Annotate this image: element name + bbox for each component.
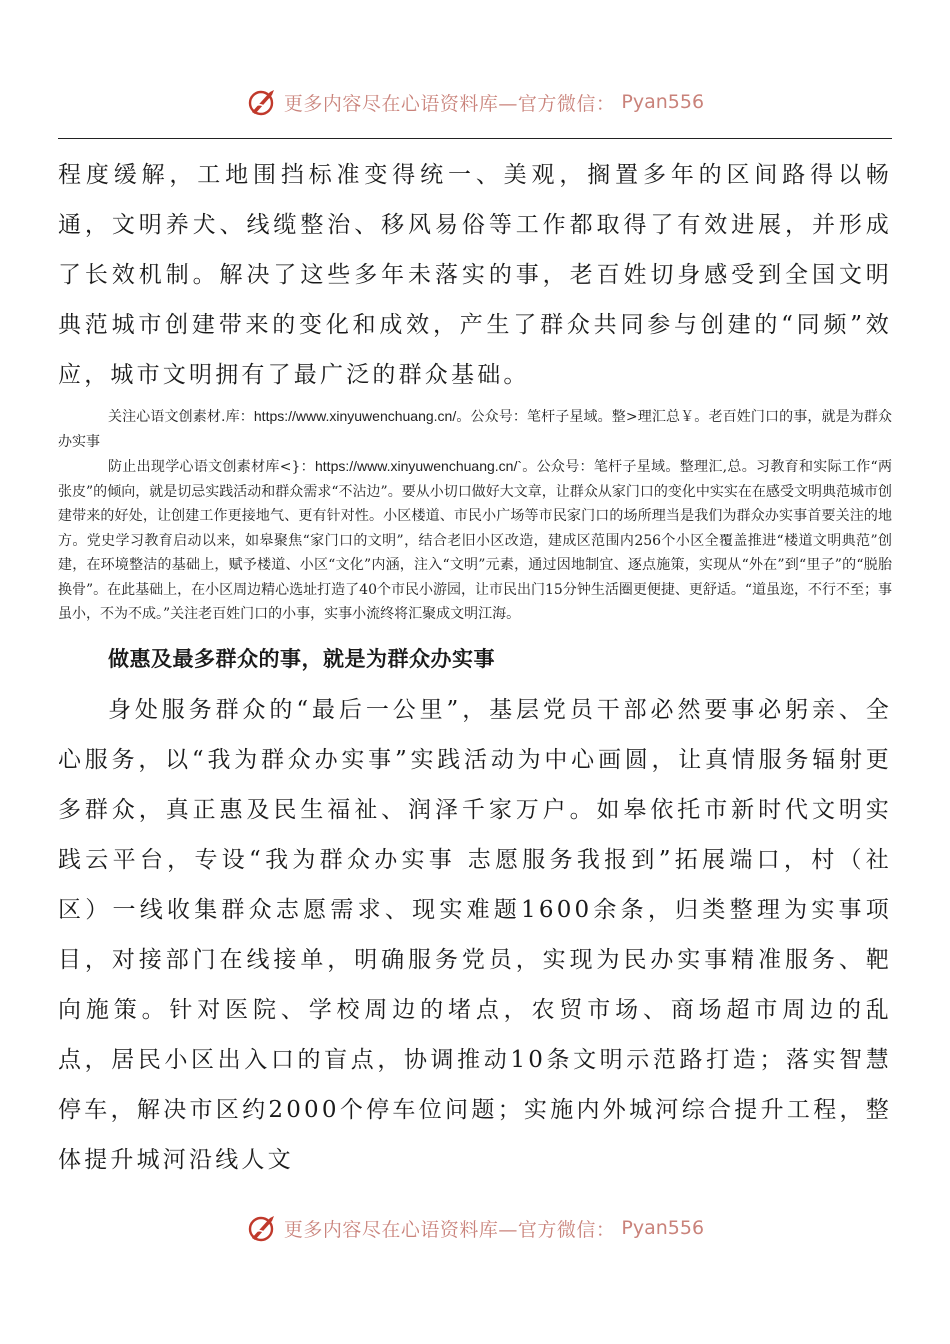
small-1-suffix: 。公众号：笔杆子星域。整>理汇总￥。老百姓门口的事，就是为群众办实事 xyxy=(58,409,892,450)
header-brand xyxy=(246,86,704,118)
page-header xyxy=(0,82,950,122)
footer-brand-text: 更多内容尽在心语资料库—官方微信： xyxy=(283,1218,616,1241)
small-text-block xyxy=(58,404,892,627)
header-brand-text: 更多内容尽在心语资料库—官方微信： xyxy=(283,92,616,115)
small-2-suffix: 。公众号：笔杆子星域。整理汇,总。习教育和实际工作“两张皮”的倾向，就是切忌实践活动和群众需求“不沾边”。要从小切口做好大文章，让群众从家门口的变化中实实在在感受文明典范城市创建带来的好处，让创建工作更接地气、更有针对性。小区楼道、市民小广场等市民家门口的场所理当是我们为群众办实事首要关注的地方。党史学习教育启动以来，如皋聚焦“家门口的文明”，结合老旧小区改造，建成区范围内256个小区全覆盖推进“楼道文明典范”创建，在环境整洁的基础上，赋予楼道、小区“文化”内涵，注入“文明”元素，通过因地制宜、逐点施策，实现从“外在”到“里子”的“脱胎换骨”。在此基础上，在小区周边精心选址打造了40个市民小游园，让市民出门15分钟生活圈更便捷、更舒适。“道虽迩，不行不至；事虽小，不为不成。”关注老百姓门口的小事，实事小流终将汇聚成文明江海。 xyxy=(58,459,893,622)
header-wechat-id: Pyan556 xyxy=(621,91,705,113)
small-paragraph-2 xyxy=(58,454,892,627)
small-paragraph-1 xyxy=(58,404,892,454)
small-1-prefix: 关注心语文创素材.库： xyxy=(108,409,254,425)
body-paragraph-2: 身处服务群众的“最后一公里”，基层党员干部必然要事必躬亲、全心服务，以“我为群众办实事”实践活动为中心画圆，让真情服务辐射更多群众，真正惠及民生福祉、润泽千家万户。如皋依托市新时代文明实践云平台，专设“我为群众办实事 志愿服务我报到”拓展端口，村（社区）一线收集群众志愿需求、现实难题1600余条，归类整理为实事项目，对接部门在线接单，明确服务党员，实现为民办实事精准服务、靶向施策。针对医院、学校周边的堵点，农贸市场、商场超市周边的乱点，居民小区出入口的盲点，协调推动10条文明示范路打造；落实智慧停车，解决市区约2000个停车位问题；实施内外城河综合提升工程，整体提升城河沿线人文 xyxy=(58,696,892,1173)
pen-circle-icon xyxy=(246,86,278,118)
body-paragraph-1: 程度缓解，工地围挡标准变得统一、美观，搁置多年的区间路得以畅通，文明养犬、线缆整治、移风易俗等工作都取得了有效进展，并形成了长效机制。解决了这些多年未落实的事，老百姓切身感受到全国文明典范城市创建带来的变化和成效，产生了群众共同参与创建的“同频”效应，城市文明拥有了最广泛的群众基础。 xyxy=(58,162,892,388)
pen-circle-icon xyxy=(246,1212,278,1244)
page-footer xyxy=(0,1208,950,1248)
small-2-prefix: 防止出现学心语文创素材库<}： xyxy=(108,459,315,475)
header-divider xyxy=(58,138,892,139)
small-1-url: https://www.xinyuwenchuang.cn/ xyxy=(253,408,457,424)
footer-brand xyxy=(246,1212,704,1244)
document-body xyxy=(58,150,892,1185)
small-2-url: https://www.xinyuwenchuang.cn/` xyxy=(315,458,522,474)
section-heading: 做惠及最多群众的事，就是为群众办实事 xyxy=(108,646,495,671)
footer-wechat-id: Pyan556 xyxy=(621,1217,705,1239)
